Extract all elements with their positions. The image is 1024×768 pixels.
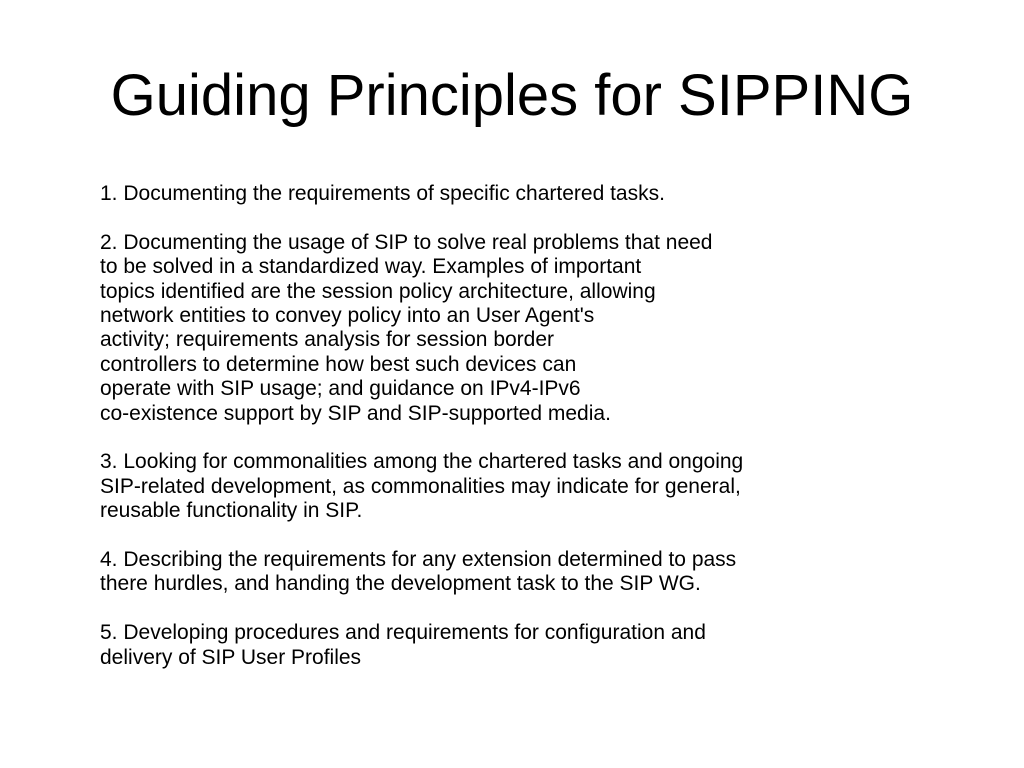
principle-line: 5. Developing procedures and requirements for configuration and: [100, 621, 706, 645]
principle-line: 1. Documenting the requirements of specific chartered tasks.: [100, 182, 665, 205]
principle-2: [100, 231, 980, 426]
principle-line: delivery of SIP User Profiles: [100, 645, 362, 669]
principle-line: 4. Describing the requirements for any extension determined to pass: [100, 548, 737, 572]
principle-line: 3. Looking for commonalities among the chartered tasks and ongoing: [100, 450, 744, 474]
principle-line: activity; requirements analysis for session border: [100, 328, 555, 352]
principle-5: [100, 621, 980, 670]
principle-line: controllers to determine how best such devices can: [100, 352, 577, 376]
principle-1: [100, 182, 980, 206]
principles-list: [100, 182, 980, 694]
principle-line: network entities to convey policy into an User Agent's: [100, 304, 595, 328]
principle-line: operate with SIP usage; and guidance on IPv4-IPv6: [100, 377, 581, 401]
principle-line: there hurdles, and handing the development task to the SIP WG.: [100, 572, 701, 596]
principle-line: 2. Documenting the usage of SIP to solve real problems that need: [100, 230, 713, 254]
principle-line: co-existence support by SIP and SIP-supported media.: [100, 401, 611, 425]
principle-line: to be solved in a standardized way. Examples of important: [100, 255, 642, 279]
principle-line: reusable functionality in SIP.: [100, 499, 363, 523]
principle-line: SIP-related development, as commonalities may indicate for general,: [100, 474, 741, 498]
principle-line: topics identified are the session policy architecture, allowing: [100, 279, 656, 303]
principle-4: [100, 548, 980, 597]
principle-3: [100, 450, 980, 523]
slide-title: Guiding Principles for SIPPING: [110, 63, 914, 128]
